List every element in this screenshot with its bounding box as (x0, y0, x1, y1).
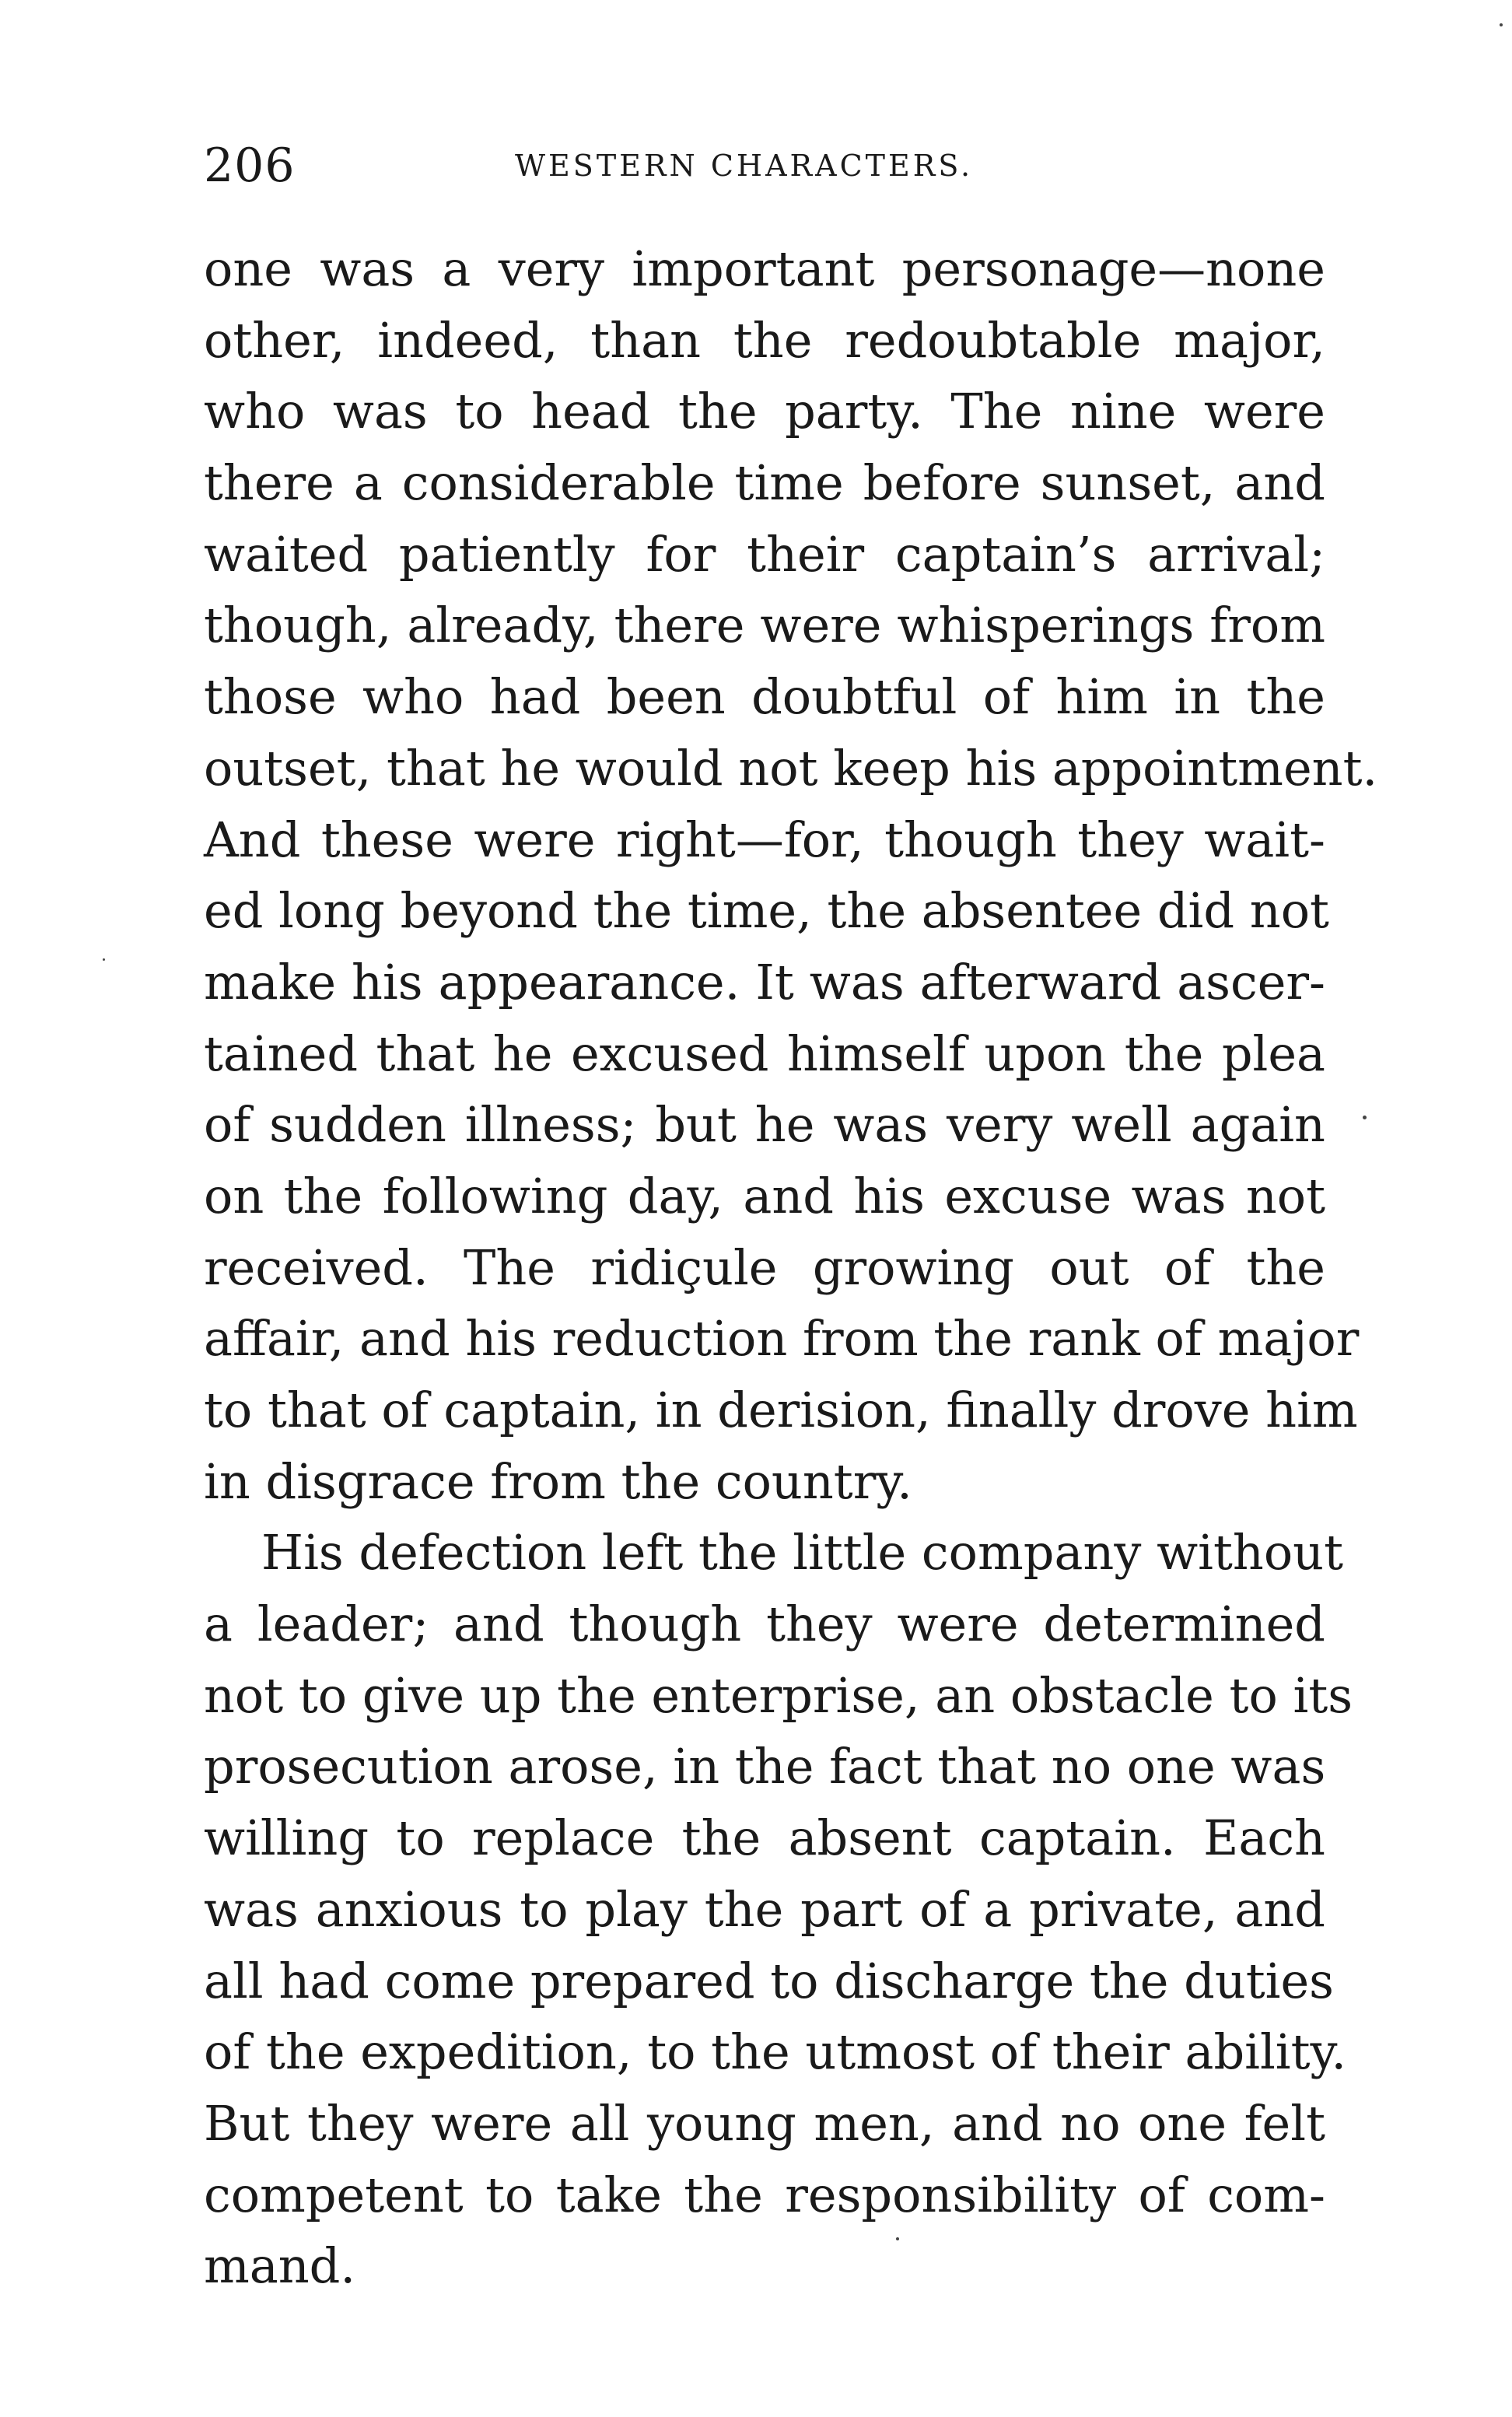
text-line: waited patiently for their captain’s arrival; (204, 525, 1325, 583)
text-line: of the expedition, to the utmost of their ability. (204, 2023, 1347, 2081)
text-line: those who had been doubtful of him in the (204, 668, 1325, 726)
scan-speck (1363, 1116, 1367, 1119)
text-line: competent to take the responsibility of com- (204, 2166, 1325, 2223)
scan-speck (103, 958, 105, 961)
text-line: affair, and his reduction from the rank of major (204, 1310, 1360, 1368)
running-title: WESTERN CHARACTERS. (515, 149, 974, 183)
text-line: there a considerable time before sunset, and (204, 454, 1325, 512)
page-number: 206 (204, 138, 296, 193)
text-line: His defection left the little company without (261, 1524, 1344, 1582)
text-line: to that of captain, in derision, finally drove him (204, 1382, 1358, 1438)
text-line: make his appearance. It was afterward ascer- (204, 953, 1325, 1011)
text-line: was anxious to play the part of a private, and (204, 1880, 1325, 1938)
text-line: one was a very important personage—none (204, 240, 1325, 297)
text-line: outset, that he would not keep his appointment. (204, 739, 1378, 797)
text-line: who was to head the party. The nine were (204, 383, 1325, 440)
paragraph-2 (204, 1517, 1353, 2302)
text-line: prosecution arose, in the fact that no one was (204, 1738, 1326, 1795)
running-head (204, 131, 1325, 201)
text-line: mand. (204, 2237, 356, 2295)
text-line: other, indeed, than the redoubtable major, (204, 311, 1325, 369)
text-line: And these were right—for, though they wait- (204, 811, 1325, 868)
text-line: But they were all young men, and no one felt (204, 2094, 1325, 2152)
text-line: all had come prepared to discharge the duties (204, 1952, 1335, 2009)
text-line: though, already, there were whisperings from (204, 597, 1325, 654)
text-line: of sudden illness; but he was very well again (204, 1096, 1325, 1154)
text-line: received. The ridiçule growing out of the (204, 1238, 1325, 1296)
text-line: a leader; and though they were determined (204, 1596, 1325, 1653)
text-line: on the following day, and his excuse was not (204, 1167, 1325, 1224)
scan-speck (896, 2237, 899, 2240)
paragraph-1 (204, 233, 1378, 1517)
text-line: tained that he excused himself upon the plea (204, 1025, 1325, 1082)
text-line: ed long beyond the time, the absentee did not (204, 882, 1329, 940)
text-line: in disgrace from the country. (204, 1452, 912, 1510)
text-line: not to give up the enterprise, an obstacle to its (204, 1666, 1353, 1724)
scan-speck (1500, 23, 1503, 26)
body-text (204, 233, 1378, 2302)
text-line: willing to replace the absent captain. Each (204, 1809, 1325, 1867)
